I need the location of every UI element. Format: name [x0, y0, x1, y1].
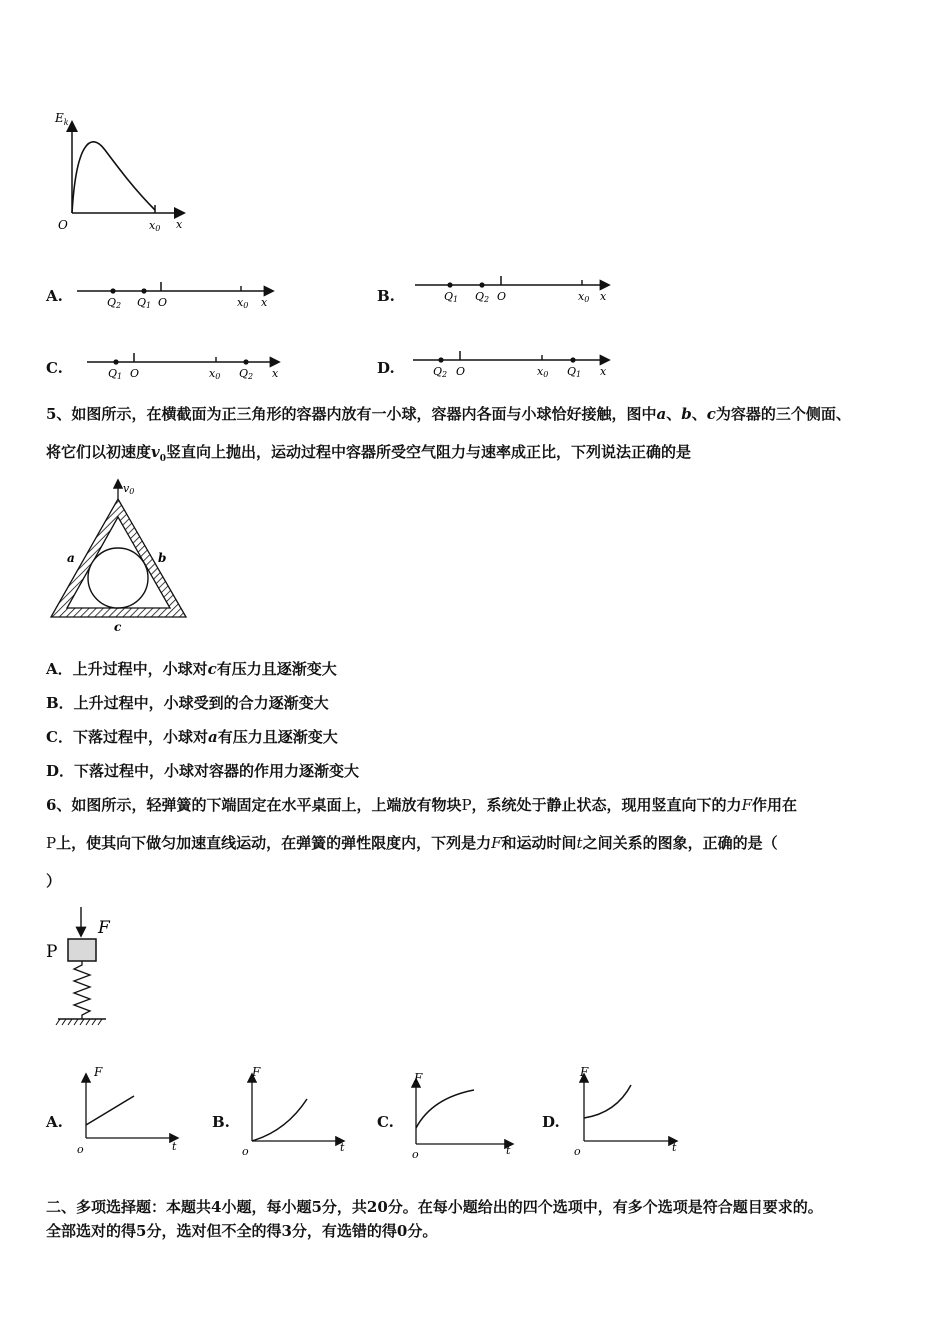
svg-text:O: O — [130, 367, 140, 380]
svg-text:x: x — [600, 290, 607, 303]
option-c-numberline — [82, 347, 292, 387]
section2-line2: 全部选对的得5分，选对但不全的得3分，有选错的得0分。 — [46, 1222, 438, 1240]
svg-text:t: t — [172, 1140, 177, 1153]
q6-stem-line3: ） — [46, 872, 62, 890]
q6-option-b-letter: B. — [212, 1113, 230, 1131]
x0-label: x0 — [149, 219, 161, 233]
graph-b-curve — [252, 1099, 307, 1141]
svg-text:O: O — [497, 290, 507, 303]
q6-option-d-letter: D. — [542, 1113, 560, 1131]
option-d-numberline — [408, 345, 618, 385]
svg-text:x: x — [600, 365, 607, 378]
ek-curve — [72, 142, 155, 213]
svg-text:t: t — [506, 1144, 511, 1157]
svg-text:t: t — [672, 1141, 677, 1154]
q6-graph-b — [238, 1063, 353, 1158]
svg-text:F: F — [580, 1065, 589, 1079]
option-b-numberline — [410, 270, 620, 310]
svg-text:F: F — [252, 1065, 261, 1079]
q6-stem-line1: 6、如图所示，轻弹簧的下端固定在水平桌面上，上端放有物块P，系统处于静止状态，现用竖直向下的力F作用在 — [46, 796, 797, 814]
q6-graph-d — [568, 1063, 683, 1158]
q5-option-d: D．下落过程中，小球对容器的作用力逐渐变大 — [46, 762, 360, 780]
svg-text:c: c — [114, 620, 122, 634]
svg-text:o: o — [412, 1148, 419, 1161]
q6-stem-line2: P上，使其向下做匀加速直线运动，在弹簧的弹性限度内，下列是力F和运动时间t之间关系的图象，正确的是（ — [46, 834, 778, 852]
svg-text:Q2: Q2 — [475, 290, 490, 304]
q6-option-a-letter: A. — [46, 1113, 63, 1131]
svg-text:x0: x0 — [578, 290, 590, 304]
svg-text:Q1: Q1 — [567, 365, 582, 379]
svg-text:F: F — [94, 1065, 103, 1079]
svg-text:o: o — [242, 1145, 249, 1158]
svg-text:Q1: Q1 — [444, 290, 459, 304]
svg-text:Q1: Q1 — [137, 296, 152, 310]
svg-text:x0: x0 — [209, 367, 221, 381]
svg-text:x: x — [272, 367, 279, 380]
q6-spring-figure — [44, 905, 124, 1030]
q5-option-c: C．下落过程中，小球对a有压力且逐渐变大 — [46, 728, 338, 746]
ek-label: $E_k$ — [55, 111, 69, 127]
svg-text:F: F — [414, 1071, 423, 1085]
q6-graph-a — [72, 1063, 187, 1158]
svg-text:O: O — [158, 296, 168, 309]
svg-text:x0: x0 — [537, 365, 549, 379]
q6-graph-c — [402, 1068, 517, 1163]
svg-text:x: x — [261, 296, 268, 309]
graph-d-curve — [584, 1085, 631, 1118]
ek-x-graph — [40, 105, 200, 240]
q5-triangle-figure — [45, 475, 205, 635]
svg-text:v0: v0 — [123, 482, 135, 496]
svg-text:a: a — [67, 551, 75, 565]
option-b-letter: B. — [377, 287, 395, 305]
option-a-letter: A. — [46, 287, 63, 305]
q5-stem-line1: 5、如图所示，在横截面为正三角形的容器内放有一小球，容器内各面与小球恰好接触，图中a、b、c为容器的三个侧面、 — [46, 405, 851, 423]
svg-text:t: t — [340, 1141, 345, 1154]
graph-c-curve — [416, 1090, 474, 1128]
graph-a-line — [86, 1096, 134, 1125]
svg-text:o: o — [574, 1145, 581, 1158]
svg-text:x0: x0 — [237, 296, 249, 310]
option-d-letter: D. — [377, 359, 395, 377]
svg-text:Q2: Q2 — [239, 367, 254, 381]
svg-text:P: P — [46, 942, 58, 962]
q5-option-a: A．上升过程中，小球对c有压力且逐渐变大 — [46, 660, 337, 678]
svg-text:Q2: Q2 — [107, 296, 122, 310]
q5-stem-line2: 将它们以初速度$v_0$竖直向上抛出，运动过程中容器所受空气阻力与速率成正比，下列说法正确的是 — [46, 443, 692, 464]
option-a-numberline — [72, 275, 282, 315]
spring — [74, 961, 90, 1019]
svg-text:o: o — [77, 1143, 84, 1156]
ball — [88, 548, 148, 608]
svg-text:O: O — [456, 365, 466, 378]
q6-option-c-letter: C. — [377, 1113, 394, 1131]
svg-text:Q1: Q1 — [108, 367, 123, 381]
option-c-letter: C. — [46, 359, 63, 377]
svg-text:F: F — [98, 918, 110, 938]
q5-option-b: B．上升过程中，小球受到的合力逐渐变大 — [46, 694, 329, 712]
block-p — [68, 939, 96, 961]
origin-label: O — [58, 218, 68, 232]
section2-line1: 二、多项选择题：本题共4小题，每小题5分，共20分。在每小题给出的四个选项中，有多个选项是符合题目要求的。 — [46, 1198, 823, 1216]
x-label: x — [176, 218, 183, 231]
svg-text:Q2: Q2 — [433, 365, 448, 379]
svg-text:b: b — [158, 551, 167, 565]
